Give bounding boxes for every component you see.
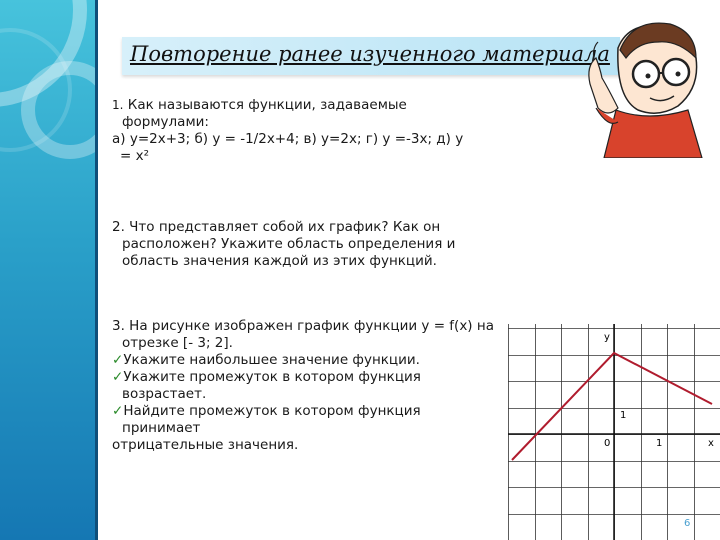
cartoon-boy-image [578, 18, 708, 158]
question-2 [112, 219, 455, 270]
q1-line3: а) у=2х+3; б) у = -1/2х+4; в) у=2х; г) у =-3х; д) у [112, 131, 464, 147]
question-3 [112, 318, 494, 454]
left-decor-band [0, 0, 95, 540]
check-icon: ✓ [112, 352, 124, 368]
q3-bullet1: Укажите наибольшее значение функции. [123, 352, 420, 368]
y-axis-label: у [604, 332, 610, 343]
q2-line1: 2. Что представляет собой их график? Как он [112, 219, 441, 235]
x-axis-label: х [708, 438, 714, 449]
q3-bullet2b: возрастает. [122, 386, 207, 402]
q3-last-line: отрицательные значения. [112, 437, 299, 453]
q3-bullet3b: принимает [122, 420, 201, 436]
q2-line3: область значения каждой из этих функций. [122, 253, 437, 269]
check-icon: ✓ [112, 403, 124, 419]
slide-title: Повторение ранее изученного материала [130, 42, 610, 66]
q3-bullet3a: Найдите промежуток в котором функция [123, 403, 421, 419]
y-one-label: 1 [620, 410, 627, 421]
function-line [512, 353, 712, 460]
q1-line1: Как называются функции, задаваемые [127, 97, 407, 113]
q1-line2: формулами: [122, 114, 209, 130]
x-one-label: 1 [656, 438, 663, 449]
q1-number: 1. [112, 98, 124, 112]
q2-line2: расположен? Укажите область определения и [122, 236, 456, 252]
q3-line2: отрезке [- 3; 2]. [122, 335, 233, 351]
q3-bullet2a: Укажите промежуток в котором функция [123, 369, 421, 385]
function-graph [508, 324, 720, 540]
q1-line4: = х² [120, 148, 150, 164]
question-1 [112, 97, 463, 165]
q3-line1: 3. На рисунке изображен график функции у = f(x) на [112, 318, 494, 334]
origin-label: 0 [604, 438, 611, 449]
page-number: 6 [684, 518, 691, 529]
decor-circles [0, 0, 95, 540]
check-icon: ✓ [112, 369, 124, 385]
